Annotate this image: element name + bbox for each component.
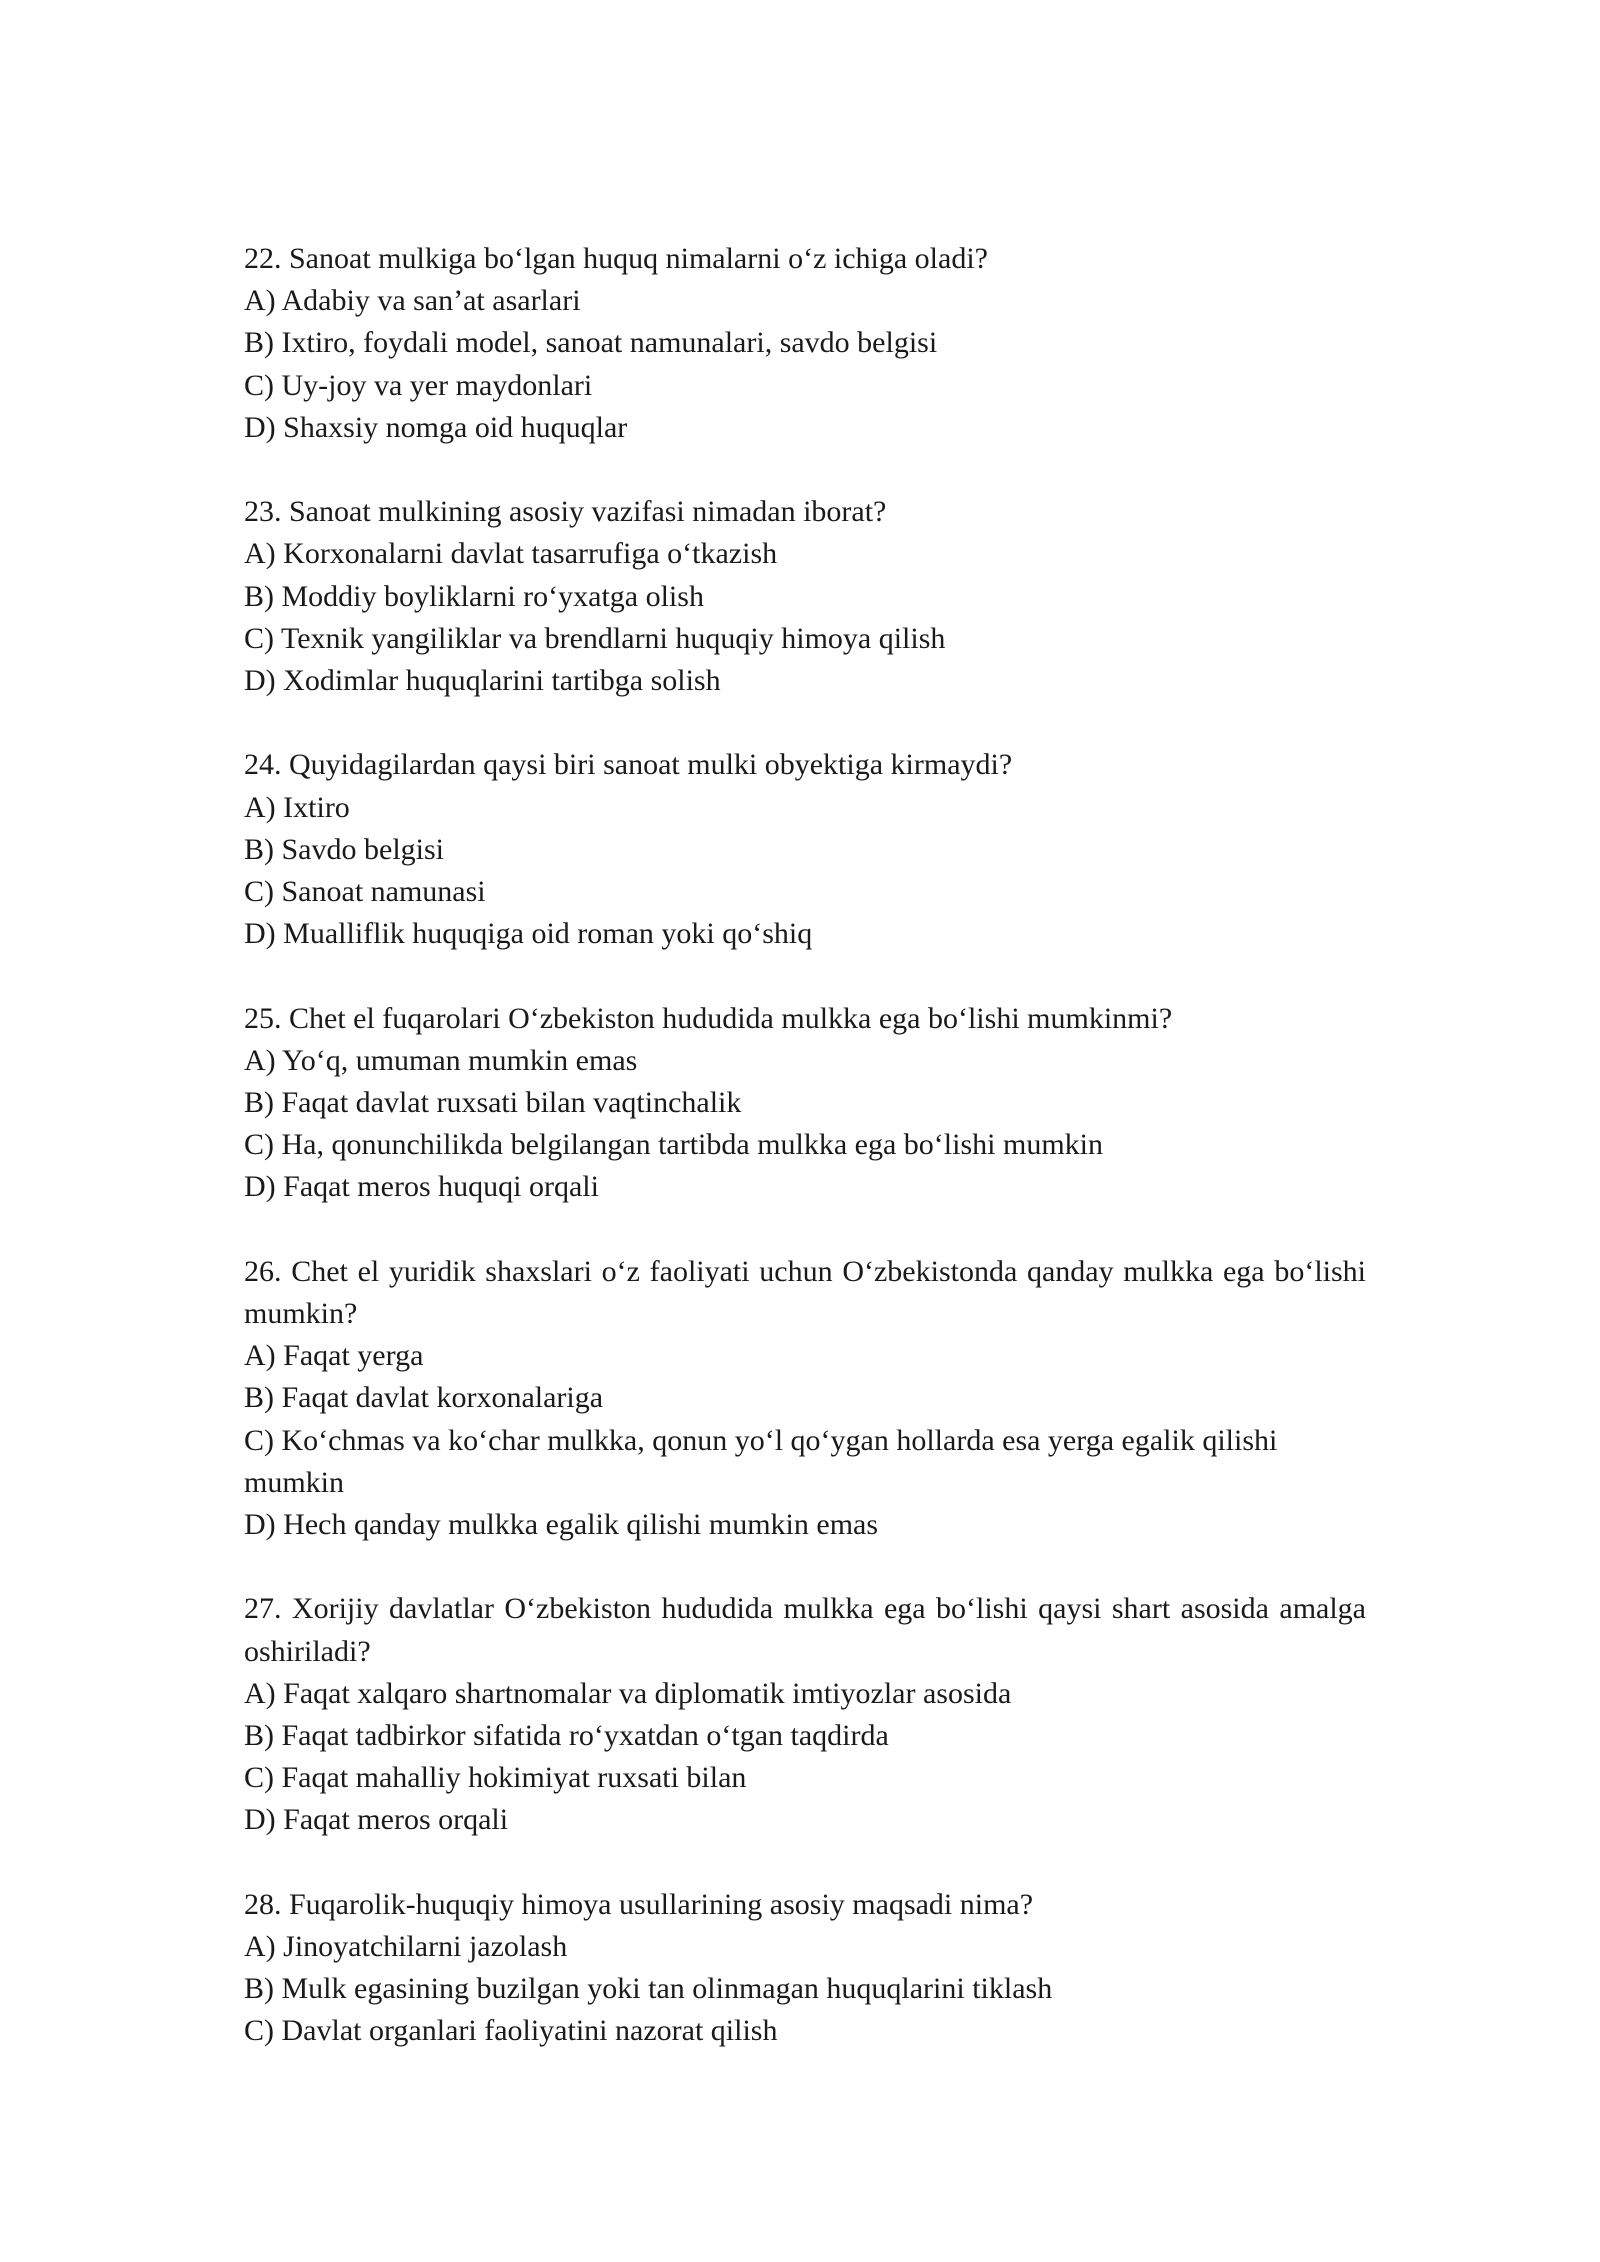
answer-option-b: B) Faqat tadbirkor sifatida ro‘yxatdan o‘tgan taqdirda bbox=[244, 1719, 889, 1753]
answer-options bbox=[244, 533, 1366, 702]
answer-option-b: B) Faqat davlat ruxsati bilan vaqtinchalik bbox=[244, 1086, 742, 1120]
question-27 bbox=[244, 1588, 1366, 1841]
answer-option-a: A) Adabiy va san’at asarlari bbox=[244, 284, 581, 318]
answer-option-c: C) Ha, qonunchilikda belgilangan tartibda mulkka ega bo‘lishi mumkin bbox=[244, 1128, 1103, 1162]
answer-option-c: C) Texnik yangiliklar va brendlarni huquqiy himoya qilish bbox=[244, 621, 946, 655]
answer-option-c: C) Ko‘chmas va ko‘char mulkka, qonun yo‘l qo‘ygan hollarda esa yerga egalik qilishi mumkin bbox=[244, 1423, 1278, 1499]
answer-options bbox=[244, 787, 1366, 956]
question-text: 27. Xorijiy davlatlar O‘zbekiston hududida mulkka ega bo‘lishi qaysi shart asosida amalga oshiriladi? bbox=[244, 1592, 1366, 1668]
answer-option-b: B) Mulk egasining buzilgan yoki tan olinmagan huquqlarini tiklash bbox=[244, 1972, 1053, 2006]
answer-options bbox=[244, 1040, 1366, 1209]
question-26 bbox=[244, 1251, 1366, 1546]
answer-option-c: C) Sanoat namunasi bbox=[244, 875, 486, 909]
answer-option-a: A) Faqat yerga bbox=[244, 1339, 424, 1373]
question-24 bbox=[244, 744, 1366, 955]
answer-options bbox=[244, 1926, 1366, 2053]
answer-option-b: B) Moddiy boyliklarni ro‘yxatga olish bbox=[244, 579, 704, 613]
answer-option-c: C) Faqat mahalliy hokimiyat ruxsati bilan bbox=[244, 1761, 747, 1795]
answer-option-a: A) Korxonalarni davlat tasarrufiga o‘tkazish bbox=[244, 537, 778, 571]
answer-option-d: D) Hech qanday mulkka egalik qilishi mumkin emas bbox=[244, 1508, 879, 1542]
question-text: 23. Sanoat mulkining asosiy vazifasi nimadan iborat? bbox=[244, 495, 887, 529]
answer-option-a: A) Jinoyatchilarni jazolash bbox=[244, 1930, 568, 1964]
question-text: 25. Chet el fuqarolari O‘zbekiston hududida mulkka ega bo‘lishi mumkinmi? bbox=[244, 1001, 1173, 1035]
answer-option-d: D) Faqat meros orqali bbox=[244, 1803, 509, 1837]
question-text: 22. Sanoat mulkiga bo‘lgan huquq nimalarni o‘z ichiga oladi? bbox=[244, 242, 988, 275]
answer-options bbox=[244, 1335, 1366, 1546]
question-text: 24. Quyidagilardan qaysi biri sanoat mulki obyektiga kirmaydi? bbox=[244, 748, 1013, 782]
answer-option-a: A) Faqat xalqaro shartnomalar va diplomatik imtiyozlar asosida bbox=[244, 1676, 1012, 1710]
answer-option-d: D) Shaxsiy nomga oid huquqlar bbox=[244, 410, 628, 444]
answer-option-b: B) Faqat davlat korxonalariga bbox=[244, 1381, 604, 1415]
answer-option-d: D) Mualliflik huquqiga oid roman yoki qo‘shiq bbox=[244, 917, 813, 951]
question-28 bbox=[244, 1884, 1366, 2053]
question-23 bbox=[244, 491, 1366, 702]
answer-option-c: C) Davlat organlari faoliyatini nazorat qilish bbox=[244, 2014, 778, 2048]
answer-options bbox=[244, 1673, 1366, 1842]
answer-option-a: A) Ixtiro bbox=[244, 790, 350, 824]
answer-option-b: B) Ixtiro, foydali model, sanoat namunalari, savdo belgisi bbox=[244, 326, 938, 360]
answer-option-d: D) Faqat meros huquqi orqali bbox=[244, 1170, 599, 1204]
question-text: 26. Chet el yuridik shaxslari o‘z faoliyati uchun O‘zbekistonda qanday mulkka ega bo‘lishi mumkin? bbox=[244, 1254, 1366, 1331]
question-text: 28. Fuqarolik-huquqiy himoya usullarining asosiy maqsadi nima? bbox=[244, 1887, 1034, 1921]
answer-option-b: B) Savdo belgisi bbox=[244, 832, 444, 866]
answer-option-d: D) Xodimlar huquqlarini tartibga solish bbox=[244, 664, 721, 698]
question-25 bbox=[244, 998, 1366, 1209]
answer-option-c: C) Uy-joy va yer maydonlari bbox=[244, 368, 593, 402]
question-22 bbox=[244, 238, 1366, 449]
answer-options bbox=[244, 280, 1366, 449]
document-page bbox=[244, 238, 1366, 2095]
answer-option-a: A) Yo‘q, umuman mumkin emas bbox=[244, 1043, 638, 1077]
